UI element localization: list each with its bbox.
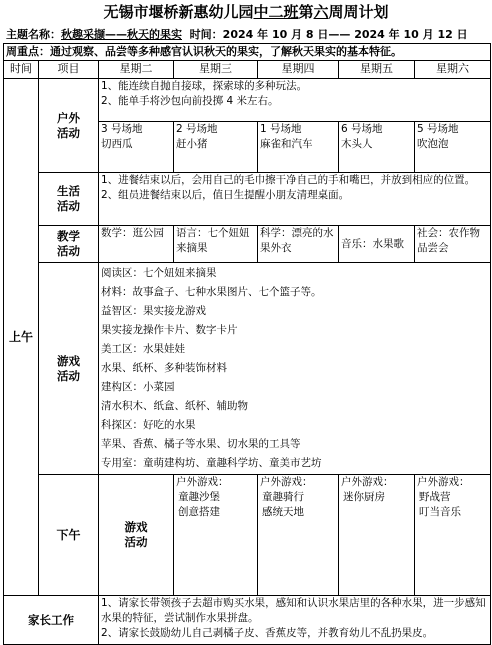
theme-label: 主题名称：	[6, 28, 61, 41]
pm-game-tue	[174, 475, 258, 596]
page-title	[0, 1, 492, 23]
outdoor-day-wed	[174, 122, 258, 173]
outdoor-goal-2: 2、能单手将沙包向前投掷 4 米左右。	[101, 95, 279, 107]
pm-game-name: 童趣沙堡	[178, 491, 220, 503]
pm-game-thu	[339, 475, 415, 596]
family-item-2: 2、请家长鼓励幼儿自己剥橘子皮、香蕉皮等，并教育幼儿不乱扔果皮。	[101, 627, 434, 639]
outdoor-place: 5 号场地	[417, 123, 459, 135]
outdoor-label: 户外 活动	[39, 79, 99, 173]
teach-fri: 音乐：水果歌	[339, 226, 415, 263]
family-label: 家长工作	[4, 596, 99, 645]
pm-game-wed	[258, 475, 339, 596]
pm-game-name: 创意搭建	[178, 506, 220, 518]
pm-game-name: 迷你厨房	[343, 491, 385, 503]
game-line: 果实接龙操作卡片、数字卡片	[101, 324, 238, 336]
teach-row	[4, 226, 491, 263]
header-thu: 星期四	[258, 61, 339, 79]
outdoor-goals-row	[4, 79, 491, 122]
pm-games-row	[4, 475, 491, 596]
plan-meta	[6, 27, 490, 43]
week-focus-row	[4, 44, 491, 61]
outdoor-place: 2 号场地	[176, 123, 218, 135]
family-row	[4, 596, 491, 645]
outdoor-goals	[99, 79, 491, 122]
games-label: 游戏 活动	[39, 263, 99, 475]
outdoor-day-thu	[258, 122, 339, 173]
game-line: 阅读区：七个妞妞来摘果	[101, 267, 217, 279]
outdoor-game: 木头人	[341, 138, 373, 150]
outdoor-place: 6 号场地	[341, 123, 383, 135]
games-list	[99, 263, 491, 475]
life-row	[4, 173, 491, 226]
life-items	[99, 173, 491, 226]
game-line: 建构区：小菜园	[101, 381, 175, 393]
game-line: 清水积木、纸盒、纸杯、辅助物	[101, 400, 248, 412]
outdoor-day-sat	[415, 122, 491, 173]
outdoor-game: 切西瓜	[101, 138, 133, 150]
period-morning: 上午	[4, 79, 39, 596]
week-focus: 周重点：通过观察、品尝等多种感官认识秋天的果实，了解秋天果实的基本特征。	[4, 44, 491, 61]
game-line: 益智区：果实接龙游戏	[101, 305, 206, 317]
game-line: 美工区：水果娃娃	[101, 343, 185, 355]
game-line: 材料：故事盒子、七种水果图片、七个篮子等。	[101, 286, 322, 298]
header-time: 时间	[4, 61, 39, 79]
outdoor-day-fri	[339, 122, 415, 173]
time-label: 时间：	[189, 28, 223, 41]
week-suffix: 周周计划	[328, 3, 389, 21]
life-item-2: 2、组员进餐结束以后，值日生提醒小朋友清理桌面。	[101, 189, 350, 201]
theme-name: 秋趣采撷——秋天的果实	[61, 28, 182, 41]
life-item-1: 1、进餐结束以后，会用自己的毛巾擦干净自己的手和嘴巴，并放到相应的位置。	[101, 174, 476, 186]
class-name: 中二班	[253, 3, 299, 21]
pm-game-heading: 户外游戏：	[176, 476, 229, 488]
pm-games-label: 游戏 活动	[99, 475, 174, 596]
outdoor-goal-1: 1、能连续自抛自接球，探索球的多种玩法。	[101, 80, 308, 92]
pm-game-name: 感统天地	[262, 506, 304, 518]
pm-game-fri	[415, 475, 491, 596]
game-line: 科探区：好吃的水果	[101, 419, 196, 431]
pm-game-heading: 户外游戏：	[341, 476, 394, 488]
game-line: 专用室：童萌建构坊、童趣科学坊、童美市艺坊	[101, 457, 322, 469]
game-line: 水果、纸杯、多种装饰材料	[101, 362, 227, 374]
outdoor-game: 麻雀和汽车	[260, 138, 313, 150]
pm-game-heading: 户外游戏：	[260, 476, 313, 488]
life-label: 生活 活动	[39, 173, 99, 226]
header-fri: 星期五	[339, 61, 415, 79]
week-number: 六	[313, 3, 329, 21]
period-afternoon: 下午	[39, 475, 99, 596]
pm-game-name: 野战营	[419, 491, 451, 503]
pm-game-heading: 户外游戏：	[417, 476, 470, 488]
plan-table	[3, 43, 491, 645]
teach-tue: 数学：逛公园	[99, 226, 174, 263]
outdoor-game: 吹泡泡	[417, 138, 449, 150]
teach-label: 教学 活动	[39, 226, 99, 263]
header-item: 项目	[39, 61, 99, 79]
pm-game-name: 叮当音乐	[419, 506, 461, 518]
family-item-1: 1、请家长带领孩子去超市购买水果，感知和认识水果店里的各种水果，进一步感知水果的特征，尝试制作水果拼盘。	[101, 597, 486, 624]
header-row	[4, 61, 491, 79]
teach-sat: 社会：农作物品尝会	[415, 226, 491, 263]
header-sat: 星期六	[415, 61, 491, 79]
outdoor-place: 3 号场地	[101, 123, 143, 135]
outdoor-place: 1 号场地	[260, 123, 302, 135]
game-line: 苹果、香蕉、橘子等水果、切水果的工具等	[101, 438, 301, 450]
header-tue: 星期二	[99, 61, 174, 79]
time-range: 2024 年 10 月 8 日—— 2024 年 10 月 12 日	[222, 28, 468, 41]
teach-thu: 科学：漂亮的水果外衣	[258, 226, 339, 263]
games-row	[4, 263, 491, 475]
outdoor-day-tue	[99, 122, 174, 173]
week-prefix: 第	[298, 3, 314, 21]
pm-game-name: 童趣骑行	[262, 491, 304, 503]
school-name: 无锡市堰桥新惠幼儿园	[103, 3, 254, 21]
teach-wed: 语言：七个妞妞来摘果	[174, 226, 258, 263]
outdoor-game: 赶小猪	[176, 138, 208, 150]
header-wed: 星期三	[174, 61, 258, 79]
family-items	[99, 596, 491, 645]
